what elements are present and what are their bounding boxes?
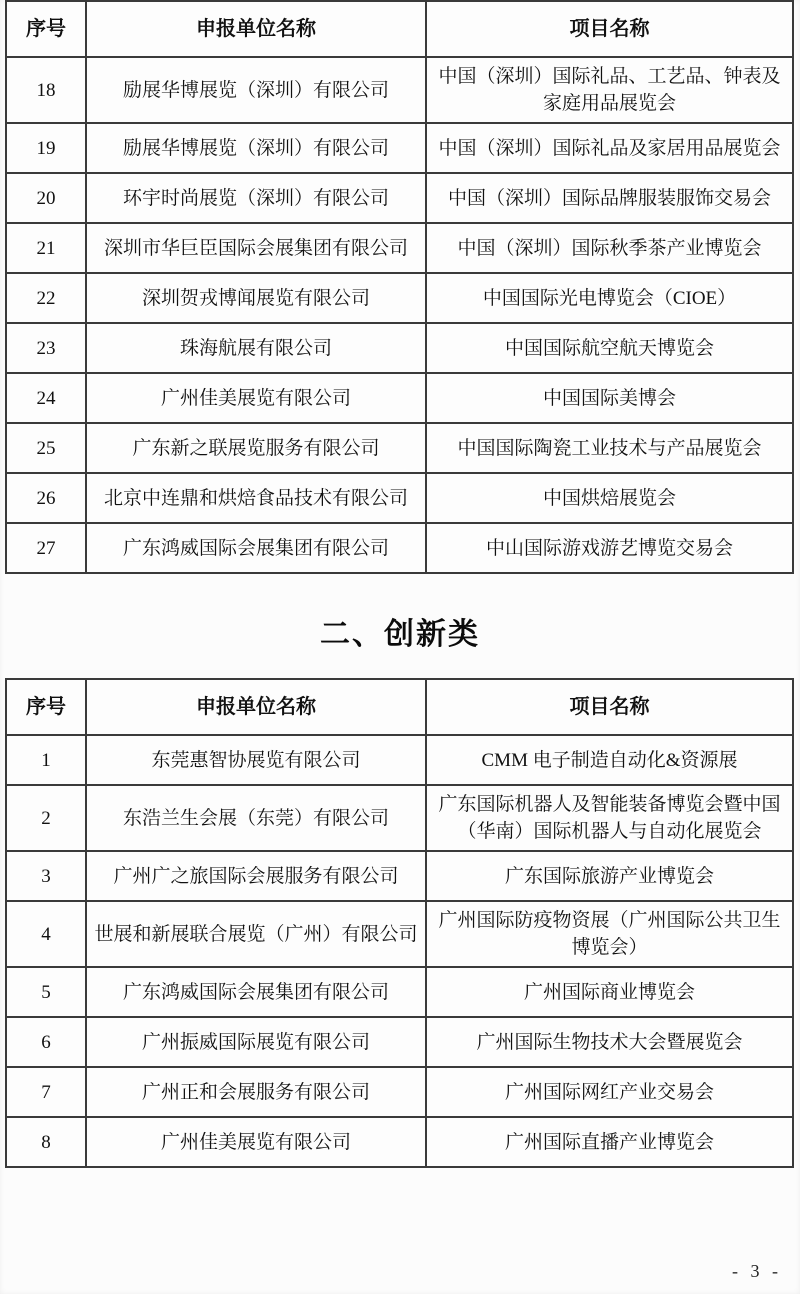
header-unit-name: 申报单位名称 (86, 679, 426, 735)
row-number-cell: 5 (6, 967, 86, 1017)
row-number-cell: 20 (6, 173, 86, 223)
unit-name-cell: 环宇时尚展览（深圳）有限公司 (86, 173, 426, 223)
unit-name-cell: 励展华博展览（深圳）有限公司 (86, 123, 426, 173)
table-row (6, 473, 793, 523)
table-row (6, 223, 793, 273)
table-row (6, 323, 793, 373)
table-row (6, 1117, 793, 1167)
project-name-cell: 广州国际防疫物资展（广州国际公共卫生博览会） (426, 901, 793, 967)
category1-table-body (6, 57, 793, 573)
unit-name-cell: 广州广之旅国际会展服务有限公司 (86, 851, 426, 901)
row-number-cell: 18 (6, 57, 86, 123)
unit-name-cell: 广州佳美展览有限公司 (86, 373, 426, 423)
table-row (6, 1067, 793, 1117)
unit-name-cell: 东莞惠智协展览有限公司 (86, 735, 426, 785)
table-row (6, 735, 793, 785)
project-name-cell: 中国（深圳）国际礼品、工艺品、钟表及家庭用品展览会 (426, 57, 793, 123)
table-row (6, 273, 793, 323)
project-name-cell: 中山国际游戏游艺博览交易会 (426, 523, 793, 573)
table-row (6, 1017, 793, 1067)
row-number-cell: 2 (6, 785, 86, 851)
unit-name-cell: 东浩兰生会展（东莞）有限公司 (86, 785, 426, 851)
unit-name-cell: 北京中连鼎和烘焙食品技术有限公司 (86, 473, 426, 523)
unit-name-cell: 励展华博展览（深圳）有限公司 (86, 57, 426, 123)
category2-innovation-table (5, 678, 794, 1168)
category1-table (5, 0, 794, 574)
table-row (6, 123, 793, 173)
row-number-cell: 4 (6, 901, 86, 967)
header-row (6, 679, 793, 735)
category2-table-header (6, 679, 793, 735)
unit-name-cell: 广州正和会展服务有限公司 (86, 1067, 426, 1117)
table-row (6, 423, 793, 473)
unit-name-cell: 深圳市华巨臣国际会展集团有限公司 (86, 223, 426, 273)
project-name-cell: 中国国际航空航天博览会 (426, 323, 793, 373)
unit-name-cell: 世展和新展联合展览（广州）有限公司 (86, 901, 426, 967)
project-name-cell: 广东国际旅游产业博览会 (426, 851, 793, 901)
project-name-cell: 广州国际生物技术大会暨展览会 (426, 1017, 793, 1067)
project-name-cell: 中国国际光电博览会（CIOE） (426, 273, 793, 323)
row-number-cell: 25 (6, 423, 86, 473)
section-heading-innovation: 二、创新类 (320, 618, 480, 651)
category1-table-header (6, 1, 793, 57)
table-row (6, 851, 793, 901)
row-number-cell: 8 (6, 1117, 86, 1167)
table-row (6, 373, 793, 423)
row-number-cell: 3 (6, 851, 86, 901)
row-number-cell: 1 (6, 735, 86, 785)
row-number-cell: 6 (6, 1017, 86, 1067)
page-number: - 3 - (732, 1261, 782, 1281)
unit-name-cell: 珠海航展有限公司 (86, 323, 426, 373)
header-project-name: 项目名称 (426, 1, 793, 57)
unit-name-cell: 广州振威国际展览有限公司 (86, 1017, 426, 1067)
header-serial-number: 序号 (6, 1, 86, 57)
project-name-cell: 广州国际直播产业博览会 (426, 1117, 793, 1167)
table-row (6, 901, 793, 967)
header-row (6, 1, 793, 57)
row-number-cell: 27 (6, 523, 86, 573)
project-name-cell: 广州国际网红产业交易会 (426, 1067, 793, 1117)
row-number-cell: 22 (6, 273, 86, 323)
project-name-cell: 中国（深圳）国际秋季茶产业博览会 (426, 223, 793, 273)
project-name-cell: 中国国际美博会 (426, 373, 793, 423)
header-unit-name: 申报单位名称 (86, 1, 426, 57)
header-project-name: 项目名称 (426, 679, 793, 735)
row-number-cell: 23 (6, 323, 86, 373)
unit-name-cell: 广东新之联展览服务有限公司 (86, 423, 426, 473)
table-row (6, 967, 793, 1017)
project-name-cell: 中国（深圳）国际礼品及家居用品展览会 (426, 123, 793, 173)
project-name-cell: 中国烘焙展览会 (426, 473, 793, 523)
category2-table-body (6, 735, 793, 1167)
row-number-cell: 7 (6, 1067, 86, 1117)
unit-name-cell: 深圳贺戎博闻展览有限公司 (86, 273, 426, 323)
row-number-cell: 24 (6, 373, 86, 423)
project-name-cell: 中国国际陶瓷工业技术与产品展览会 (426, 423, 793, 473)
table-row (6, 523, 793, 573)
header-serial-number: 序号 (6, 679, 86, 735)
unit-name-cell: 广州佳美展览有限公司 (86, 1117, 426, 1167)
table-row (6, 173, 793, 223)
table-row (6, 57, 793, 123)
project-name-cell: 广东国际机器人及智能装备博览会暨中国（华南）国际机器人与自动化展览会 (426, 785, 793, 851)
row-number-cell: 19 (6, 123, 86, 173)
unit-name-cell: 广东鸿威国际会展集团有限公司 (86, 967, 426, 1017)
table-row (6, 785, 793, 851)
project-name-cell: 广州国际商业博览会 (426, 967, 793, 1017)
row-number-cell: 21 (6, 223, 86, 273)
row-number-cell: 26 (6, 473, 86, 523)
project-name-cell: 中国（深圳）国际品牌服装服饰交易会 (426, 173, 793, 223)
project-name-cell: CMM 电子制造自动化&资源展 (426, 735, 793, 785)
unit-name-cell: 广东鸿威国际会展集团有限公司 (86, 523, 426, 573)
